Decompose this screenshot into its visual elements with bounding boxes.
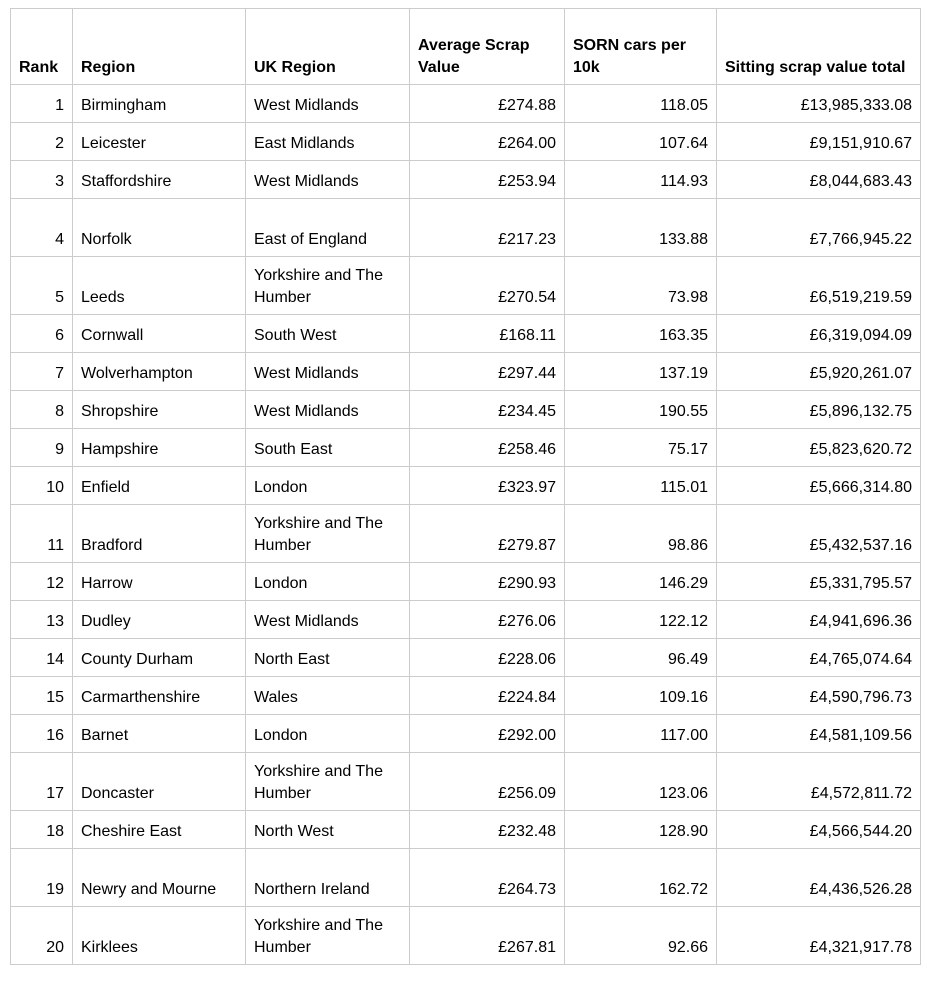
cell-region: Norfolk: [73, 199, 246, 257]
cell-sitting-scrap-value-total: £4,566,544.20: [717, 811, 921, 849]
cell-rank: 6: [11, 315, 73, 353]
cell-sorn-per-10k: 190.55: [565, 391, 717, 429]
cell-uk-region: West Midlands: [246, 391, 410, 429]
cell-region: Newry and Mourne: [73, 849, 246, 907]
cell-rank: 5: [11, 257, 73, 315]
cell-average-scrap-value: £258.46: [410, 429, 565, 467]
cell-uk-region: West Midlands: [246, 161, 410, 199]
cell-region: Doncaster: [73, 753, 246, 811]
cell-sorn-per-10k: 107.64: [565, 123, 717, 161]
cell-region: Cornwall: [73, 315, 246, 353]
cell-rank: 4: [11, 199, 73, 257]
cell-rank: 15: [11, 677, 73, 715]
cell-rank: 14: [11, 639, 73, 677]
cell-average-scrap-value: £253.94: [410, 161, 565, 199]
cell-region: Staffordshire: [73, 161, 246, 199]
table-row: [11, 199, 921, 257]
cell-rank: 12: [11, 563, 73, 601]
cell-region: Dudley: [73, 601, 246, 639]
cell-sitting-scrap-value-total: £5,823,620.72: [717, 429, 921, 467]
cell-uk-region: Yorkshire and The Humber: [246, 257, 410, 315]
cell-region: Bradford: [73, 505, 246, 563]
cell-sorn-per-10k: 123.06: [565, 753, 717, 811]
cell-rank: 10: [11, 467, 73, 505]
cell-average-scrap-value: £276.06: [410, 601, 565, 639]
cell-uk-region: Northern Ireland: [246, 849, 410, 907]
cell-sorn-per-10k: 128.90: [565, 811, 717, 849]
cell-average-scrap-value: £292.00: [410, 715, 565, 753]
cell-average-scrap-value: £228.06: [410, 639, 565, 677]
cell-sitting-scrap-value-total: £9,151,910.67: [717, 123, 921, 161]
cell-uk-region: North West: [246, 811, 410, 849]
cell-average-scrap-value: £234.45: [410, 391, 565, 429]
table-row: [11, 811, 921, 849]
cell-sitting-scrap-value-total: £4,590,796.73: [717, 677, 921, 715]
table-row: [11, 601, 921, 639]
column-header-rank: Rank: [11, 9, 73, 85]
cell-average-scrap-value: £168.11: [410, 315, 565, 353]
cell-sitting-scrap-value-total: £13,985,333.08: [717, 85, 921, 123]
cell-uk-region: West Midlands: [246, 353, 410, 391]
cell-average-scrap-value: £323.97: [410, 467, 565, 505]
table-header-row: [11, 9, 921, 85]
cell-rank: 2: [11, 123, 73, 161]
table-row: [11, 563, 921, 601]
cell-uk-region: Wales: [246, 677, 410, 715]
table-row: [11, 907, 921, 965]
cell-region: Enfield: [73, 467, 246, 505]
column-header-region: Region: [73, 9, 246, 85]
cell-sorn-per-10k: 117.00: [565, 715, 717, 753]
cell-sorn-per-10k: 109.16: [565, 677, 717, 715]
cell-average-scrap-value: £279.87: [410, 505, 565, 563]
cell-region: Leicester: [73, 123, 246, 161]
cell-sorn-per-10k: 96.49: [565, 639, 717, 677]
table-row: [11, 161, 921, 199]
cell-sorn-per-10k: 115.01: [565, 467, 717, 505]
cell-sorn-per-10k: 163.35: [565, 315, 717, 353]
cell-uk-region: London: [246, 467, 410, 505]
cell-sorn-per-10k: 162.72: [565, 849, 717, 907]
table-row: [11, 429, 921, 467]
cell-average-scrap-value: £256.09: [410, 753, 565, 811]
table-row: [11, 391, 921, 429]
cell-average-scrap-value: £232.48: [410, 811, 565, 849]
table-row: [11, 753, 921, 811]
cell-rank: 13: [11, 601, 73, 639]
cell-uk-region: Yorkshire and The Humber: [246, 907, 410, 965]
cell-rank: 18: [11, 811, 73, 849]
cell-rank: 7: [11, 353, 73, 391]
cell-sorn-per-10k: 137.19: [565, 353, 717, 391]
table-row: [11, 353, 921, 391]
cell-sitting-scrap-value-total: £4,321,917.78: [717, 907, 921, 965]
cell-region: Leeds: [73, 257, 246, 315]
table-row: [11, 315, 921, 353]
cell-rank: 19: [11, 849, 73, 907]
cell-rank: 9: [11, 429, 73, 467]
column-header-sitting-scrap-value-total: Sitting scrap value total: [717, 9, 921, 85]
table-row: [11, 849, 921, 907]
cell-average-scrap-value: £297.44: [410, 353, 565, 391]
table-row: [11, 715, 921, 753]
cell-uk-region: North East: [246, 639, 410, 677]
table-row: [11, 85, 921, 123]
cell-uk-region: Yorkshire and The Humber: [246, 753, 410, 811]
column-header-average-scrap-value: Average Scrap Value: [410, 9, 565, 85]
cell-sitting-scrap-value-total: £4,572,811.72: [717, 753, 921, 811]
cell-sitting-scrap-value-total: £4,581,109.56: [717, 715, 921, 753]
cell-uk-region: East Midlands: [246, 123, 410, 161]
cell-sitting-scrap-value-total: £6,319,094.09: [717, 315, 921, 353]
column-header-uk-region: UK Region: [246, 9, 410, 85]
cell-rank: 8: [11, 391, 73, 429]
table-row: [11, 257, 921, 315]
cell-region: Shropshire: [73, 391, 246, 429]
cell-average-scrap-value: £274.88: [410, 85, 565, 123]
cell-sitting-scrap-value-total: £4,765,074.64: [717, 639, 921, 677]
cell-uk-region: East of England: [246, 199, 410, 257]
cell-uk-region: West Midlands: [246, 601, 410, 639]
table-row: [11, 505, 921, 563]
cell-uk-region: Yorkshire and The Humber: [246, 505, 410, 563]
cell-region: County Durham: [73, 639, 246, 677]
cell-sitting-scrap-value-total: £8,044,683.43: [717, 161, 921, 199]
cell-sorn-per-10k: 75.17: [565, 429, 717, 467]
table-row: [11, 467, 921, 505]
cell-average-scrap-value: £267.81: [410, 907, 565, 965]
cell-sorn-per-10k: 146.29: [565, 563, 717, 601]
cell-sorn-per-10k: 92.66: [565, 907, 717, 965]
cell-sitting-scrap-value-total: £4,436,526.28: [717, 849, 921, 907]
cell-region: Kirklees: [73, 907, 246, 965]
cell-sitting-scrap-value-total: £7,766,945.22: [717, 199, 921, 257]
cell-average-scrap-value: £264.73: [410, 849, 565, 907]
cell-sitting-scrap-value-total: £5,432,537.16: [717, 505, 921, 563]
table-header: [11, 9, 921, 85]
cell-sorn-per-10k: 98.86: [565, 505, 717, 563]
cell-rank: 1: [11, 85, 73, 123]
cell-average-scrap-value: £217.23: [410, 199, 565, 257]
scrap-value-table: [10, 8, 921, 965]
cell-region: Cheshire East: [73, 811, 246, 849]
cell-uk-region: South West: [246, 315, 410, 353]
scrap-value-table-container: [10, 8, 920, 965]
cell-region: Hampshire: [73, 429, 246, 467]
table-body: [11, 85, 921, 965]
cell-average-scrap-value: £264.00: [410, 123, 565, 161]
cell-sitting-scrap-value-total: £5,331,795.57: [717, 563, 921, 601]
cell-rank: 3: [11, 161, 73, 199]
cell-region: Barnet: [73, 715, 246, 753]
cell-sitting-scrap-value-total: £6,519,219.59: [717, 257, 921, 315]
cell-average-scrap-value: £290.93: [410, 563, 565, 601]
table-row: [11, 639, 921, 677]
cell-sorn-per-10k: 118.05: [565, 85, 717, 123]
cell-average-scrap-value: £224.84: [410, 677, 565, 715]
cell-average-scrap-value: £270.54: [410, 257, 565, 315]
cell-sitting-scrap-value-total: £5,896,132.75: [717, 391, 921, 429]
cell-uk-region: London: [246, 563, 410, 601]
cell-rank: 20: [11, 907, 73, 965]
cell-region: Birmingham: [73, 85, 246, 123]
cell-rank: 17: [11, 753, 73, 811]
cell-sitting-scrap-value-total: £5,920,261.07: [717, 353, 921, 391]
cell-region: Harrow: [73, 563, 246, 601]
cell-rank: 16: [11, 715, 73, 753]
cell-uk-region: West Midlands: [246, 85, 410, 123]
cell-sorn-per-10k: 122.12: [565, 601, 717, 639]
cell-region: Carmarthenshire: [73, 677, 246, 715]
column-header-sorn-per-10k: SORN cars per 10k: [565, 9, 717, 85]
cell-uk-region: London: [246, 715, 410, 753]
cell-sitting-scrap-value-total: £5,666,314.80: [717, 467, 921, 505]
table-row: [11, 677, 921, 715]
cell-uk-region: South East: [246, 429, 410, 467]
cell-rank: 11: [11, 505, 73, 563]
cell-sorn-per-10k: 73.98: [565, 257, 717, 315]
cell-sorn-per-10k: 114.93: [565, 161, 717, 199]
cell-region: Wolverhampton: [73, 353, 246, 391]
cell-sitting-scrap-value-total: £4,941,696.36: [717, 601, 921, 639]
table-row: [11, 123, 921, 161]
cell-sorn-per-10k: 133.88: [565, 199, 717, 257]
